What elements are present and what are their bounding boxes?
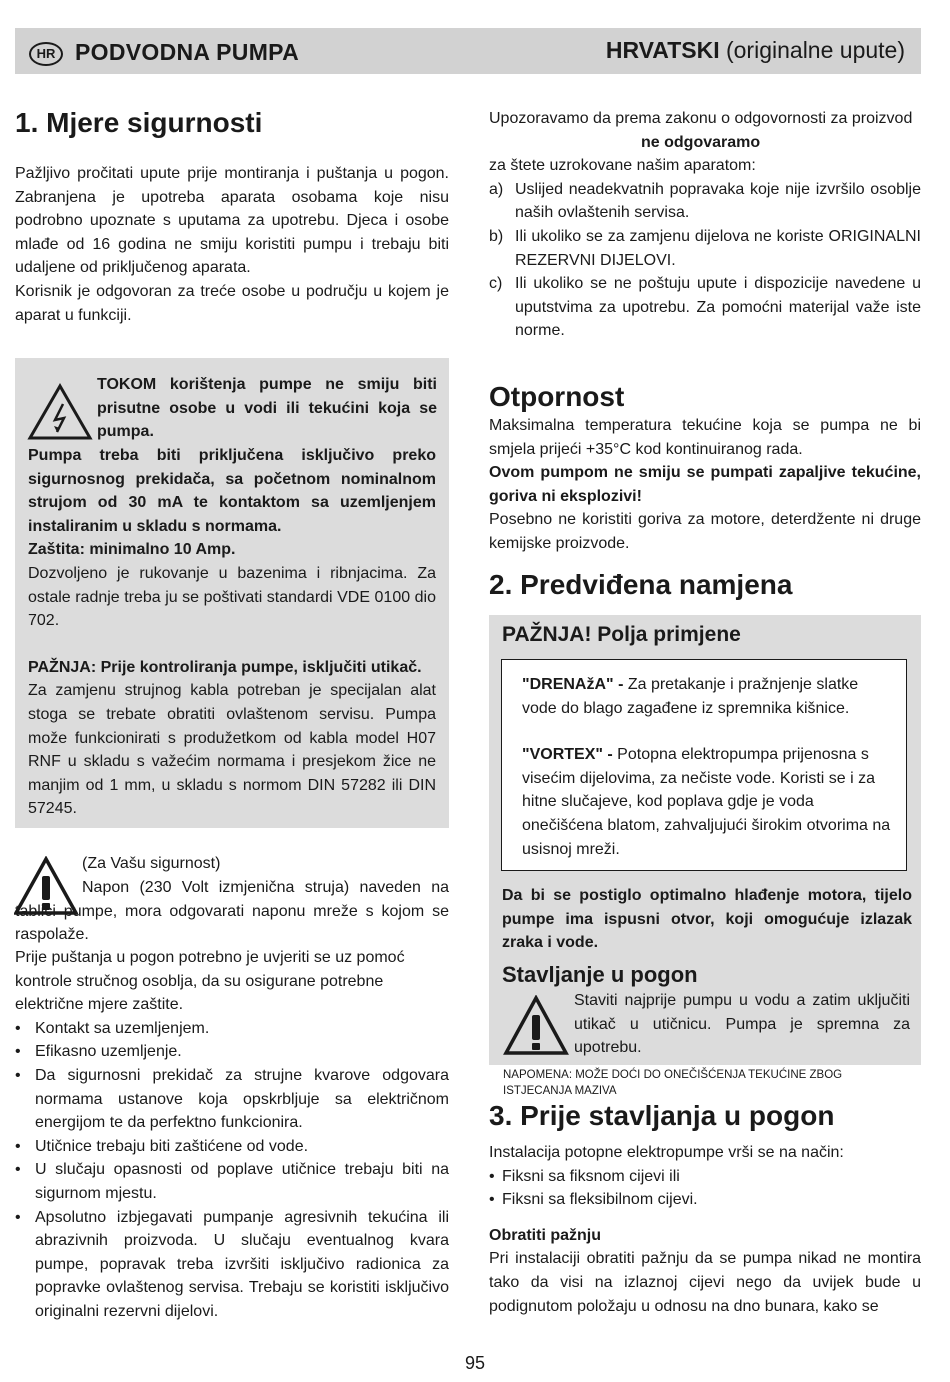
list-item: • Da sigurnosni prekidač za strujne kvarove odgovara normama ustanove koja opskrbljuje sa električnom energijom te da perfektno funkcionira. [15, 1064, 449, 1135]
safety-voltage: Napon (230 Volt izmjenična struja) naveden na tablici pumpe, mora odgovarati naponu mreže s kojom se raspolaže. [15, 879, 449, 944]
list-text: Ili ukoliko se za zamjenu dijelova ne koriste ORIGINALNI REZERVNI DIJELOVI. [515, 227, 921, 269]
language-badge: HR [29, 42, 63, 66]
list-item: • Apsolutno izbjegavati pumpanje agresivnih tekućina ili abrazivnih proizvoda. U slučaju eventualnog kvara pumpe, popravak treba izvršiti isključivo radionica za popravke ovlaštenog servisa. Trebaju se koristiti isključivo originalni rezervni dijelovi. [15, 1206, 449, 1324]
list-text: Ili ukoliko se ne poštuju upute i dispozicije navedene u uputstvima za upotrebu. Za pomoćni materijal važe iste norme. [515, 275, 921, 340]
drain-label: "DRENAžA" - [522, 676, 624, 693]
list-item [489, 178, 921, 225]
section-1-paragraph-2: Korisnik je odgovoran za treće osobe u području u kojem je aparat u funkciji. [15, 282, 449, 324]
safety-check: Prije puštanja u pogon potrebno je uvjeriti se uz pomoć kontrole stručnog osoblja, da su osigurane potrebne električne mjere zaštite. [15, 949, 405, 1014]
resistance-title: Otpornost [489, 381, 625, 412]
resistance-paragraph-2: Posebno ne koristiti goriva za motore, deterdžente ni druge kemijske proizvode. [489, 511, 921, 552]
list-item: • Fiksni sa fleksibilnom cijevi. [489, 1188, 921, 1212]
start-title: Stavljanje u pogon [502, 962, 698, 987]
attention-subheading: Obratiti pažnju [489, 1226, 601, 1244]
section-3-paragraph: Pri instalaciji obratiti pažnju da se pumpa nikad ne montira tako da visi na izlaznoj cijevi nego da uvijek bude u podignutom položaju u odnosu na dno bunara, kako se [489, 1250, 921, 1315]
cooling-note: Da bi se postiglo optimalno hlađenje motora, tijelo pumpe ima ispusni otvor, koji omogućuje izlazak zraka i vode. [502, 887, 912, 952]
list-text: Uslijed neadekvatnih popravaka koje nije izvršilo osoblje naših ovlaštenih servisa. [515, 180, 921, 222]
list-item: • Kontakt sa uzemljenjem. [15, 1017, 449, 1041]
lubricant-note: NAPOMENA: MOŽE DOĆI DO ONEČIŠĆENJA TEKUĆINE ZBOG ISTJECANJA MAZIVA [503, 1069, 843, 1097]
attention-unplug: PAŽNJA: Prije kontroliranja pumpe, isključiti utikač. [28, 658, 422, 676]
warning-protection: Zaštita: minimalno 10 Amp. [28, 541, 236, 559]
page-number: 95 [464, 1353, 486, 1373]
warning-breaker: Pumpa treba biti priključena isključivo preko sigurnosnog prekidača, sa početnom nominalnom strujom od 30 mA te kontaktom sa uzemljenjem instaliranim u skladu s normama. [28, 447, 436, 535]
warning-no-persons: TOKOM korištenja pumpe ne smiju biti prisutne osobe u vodi ili tekućini koja se pumpa. [97, 376, 437, 441]
list-item [489, 272, 921, 343]
list-marker: c) [489, 275, 503, 293]
vortex-label: "VORTEX" - [522, 746, 613, 764]
voltage-paragraph [15, 876, 449, 947]
section-1-title: 1. Mjere sigurnosti [15, 107, 263, 138]
liability-intro: Upozoravamo da prema zakonu o odgovornosti za proizvod [489, 110, 913, 127]
application-box [489, 615, 921, 1065]
section-2-title: 2. Predviđena namjena [489, 569, 793, 600]
safety-heading: (Za Vašu sigurnost) [82, 855, 221, 872]
drain-text: Za pretakanje i pražnjenje slatke vode do blago zagađene iz spremnika kišnice. [522, 676, 859, 717]
language-note: (originalne upute) [719, 37, 905, 63]
box-paragraph-cable: Za zamjenu strujnog kabla potreban je specijalan alat stoga se trebate obratiti ovlaštenom servisu. Pumpa može funkcionirati s produžetkom od kabla model H07 RNF u skladu s važećim normama i presjekom žice ne manjim od 1 mm, u skladu s normom DIN 57282 ili DIN 57245. [28, 682, 436, 818]
list-item: • Fiksni sa fiksnom cijevi ili [489, 1165, 921, 1189]
language-label [606, 37, 905, 64]
liability-intro-2: za štete uzrokovane našim aparatom: [489, 157, 756, 175]
resistance-section [489, 380, 921, 556]
list-marker: a) [489, 180, 504, 198]
section-3-title: 3. Prije stavljanja u pogon [489, 1100, 835, 1131]
left-column [15, 106, 449, 327]
list-item: • Efikasno uzemljenje. [15, 1040, 449, 1064]
resistance-paragraph: Maksimalna temperatura tekućine koja se pumpa ne bi smjela prijeći +35°C kod kontinuiranog rada. [489, 417, 921, 458]
vortex-mode [522, 743, 892, 861]
right-column-liability [489, 107, 921, 343]
page-header [15, 28, 921, 74]
vortex-text: Potopna elektropumpa prijenosna s visećim dijelovima, za nečiste vode. Koristi se i za hitne slučajeve, kod poplava gdje je voda onečišćena blatom, zahvaljujući širokim otvorima na usisnoj mreži. [522, 746, 891, 858]
box-paragraph-pools: Dozvoljeno je rukovanje u bazenima i ribnjacima. Za ostale radnje treba ju se poštivati standardi VDE 0100 dio 702. [28, 564, 436, 630]
safety-block [15, 946, 449, 1324]
liability-list [489, 178, 921, 343]
section-1-paragraph: Pažljivo pročitati upute prije montiranja i puštanja u pogon. Zabranjena je upotreba aparata osobama koje nisu podrobno upoznate s uputama za upotrebu. Djeca i osobe mlađe od 16 godina ne smiju koristiti pumpu i trebaju biti udaljene od priključenog aparata. [15, 165, 449, 277]
list-item: • Utičnice trebaju biti zaštićene od vode. [15, 1135, 449, 1159]
language-name: HRVATSKI [605, 37, 720, 63]
drain-mode [522, 673, 892, 720]
resistance-warning: Ovom pumpom ne smiju se pumpati zapaljive tekućine, goriva ni eksplozivi! [489, 464, 921, 505]
list-item: • U slučaju opasnosti od poplave utičnice trebaju biti na sigurnom mjestu. [15, 1158, 449, 1205]
electric-hazard-icon [27, 382, 93, 442]
safety-warning-box [15, 358, 449, 828]
document-title: PODVODNA PUMPA [75, 39, 299, 65]
warning-exclamation-icon [503, 995, 569, 1057]
safety-bullets [15, 1017, 449, 1324]
list-marker: b) [489, 227, 504, 245]
installation-bullets [489, 1165, 921, 1212]
application-box-title: PAŽNJA! Polja primjene [502, 623, 741, 646]
list-item [489, 225, 921, 272]
liability-bold: ne odgovaramo [641, 133, 761, 151]
section-3-intro: Instalacija potopne elektropumpe vrši se na način: [489, 1144, 844, 1161]
section-3 [489, 1099, 921, 1318]
start-text: Staviti najprije pumpu u vodu a zatim uključiti utikač u utičnicu. Pumpa je spremna za upotrebu. [574, 992, 910, 1057]
modes-frame [501, 659, 907, 871]
